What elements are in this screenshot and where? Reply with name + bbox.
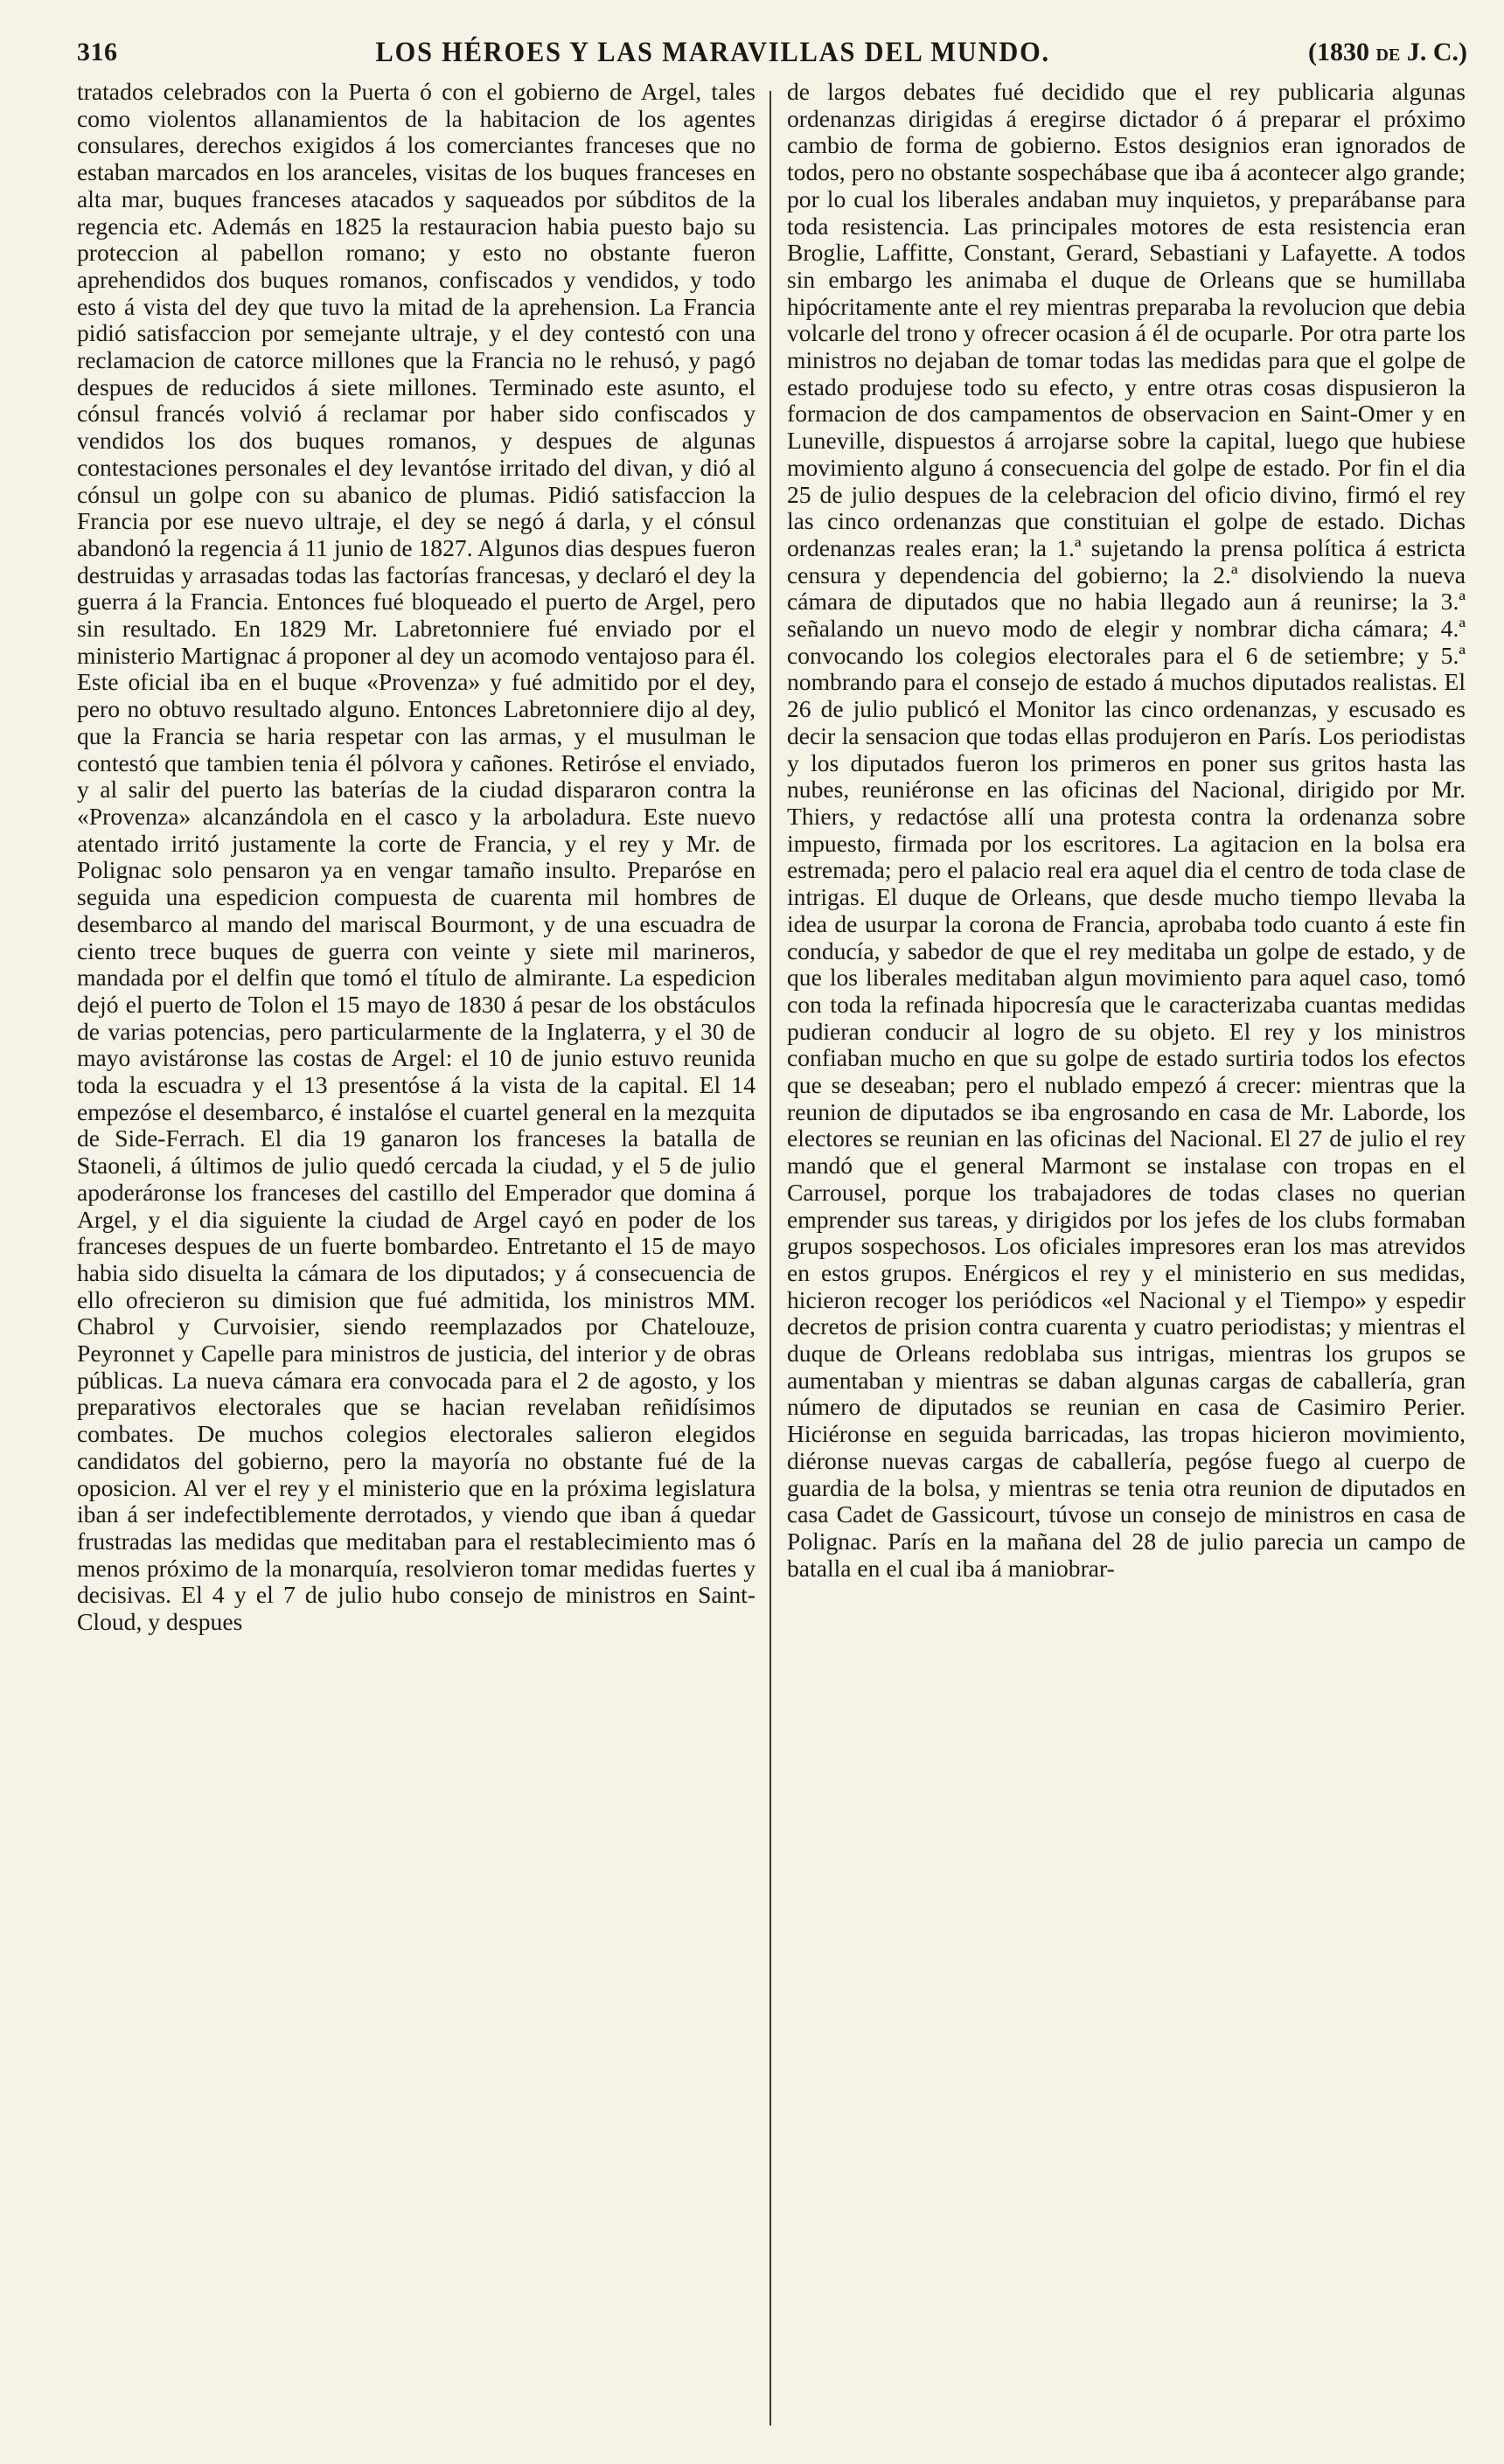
year-mark bbox=[1308, 38, 1467, 67]
text-column-right bbox=[787, 79, 1466, 2440]
year-era: J. C.) bbox=[1406, 38, 1467, 66]
page-number: 316 bbox=[77, 38, 118, 66]
left-column-text: tratados celebrados con la Puerta ó con el gobierno de Argel, tales como violentos allanamientos de la habitacion de los agentes consulares, derechos exigidos á los comerciantes franceses que no estaban marcados en los aranceles, visitas de los buques franceses en alta mar, buques franceses atacados y saqueados por súbditos de la regencia etc. Además en 1825 la restauracion habia puesto bajo su proteccion al pabellon romano; y esto no obstante fueron aprehendidos dos buques romanos, confiscados y vendidos, y todo esto á vista del dey que tuvo la mitad de la aprehension. La Francia pidió satisfaccion por semejante ultraje, y el dey contestó con una reclamacion de catorce millones que la Francia no le rehusó, y pagó despues de reducidos á siete millones. Terminado este asunto, el cónsul francés volvió á reclamar por haber sido confiscados y vendidos los dos buques romanos, y despues de algunas contestaciones personales el dey levantóse irritado del divan, y dió al cónsul un golpe con su abanico de plumas. Pidió satisfaccion la Francia por ese nuevo ultraje, el dey se negó á darla, y el cónsul abandonó la regencia á 11 junio de 1827. Algunos dias despues fueron destruidas y arrasadas todas las factorías francesas, y declaró el dey la guerra á la Francia. Entonces fué bloqueado el puerto de Argel, pero sin resultado. En 1829 Mr. Labretonniere fué enviado por el ministerio Martignac á proponer al dey un acomodo ventajoso para él. Este oficial iba en el buque «Provenza» y fué admitido por el dey, pero no obtuvo resultado alguno. Entonces Labretonniere dijo al dey, que la Francia se haria respetar con las armas, y el musulman le contestó que tambien tenia él pólvora y cañones. Retiróse el enviado, y al salir del puerto las baterías de la ciudad dispararon contra la «Provenza» alcanzándola en el casco y la arboladura. Este nuevo atentado irritó justamente la corte de Francia, y el rey y Mr. de Polignac solo pensaron ya en vengar tamaño insulto. Preparóse en seguida una espedicion compuesta de cuarenta mil hombres de desembarco al mando del mariscal Bourmont, y de una escuadra de ciento trece buques de guerra con veinte y siete mil marineros, mandada por el delfin que tomó el título de almirante. La espedicion dejó el puerto de Tolon el 15 mayo de 1830 á pesar de los obstáculos de varias potencias, pero particularmente de la Inglaterra, y el 30 de mayo avistáronse las costas de Argel: el 10 de junio estuvo reunida toda la escuadra y el 13 presentóse á la vista de la capital. El 14 empezóse el desembarco, é instalóse el cuartel general en la mezquita de Side-Ferrach. El dia 19 ganaron los franceses la batalla de Staoneli, á últimos de julio quedó cercada la ciudad, y el 5 de julio apoderáronse los franceses del castillo del Emperador que domina á Argel, y el dia siguiente la ciudad de Argel cayó en poder de los franceses despues de un fuerte bombardeo. Entretanto el 15 de mayo habia sido disuelta la cámara de los diputados; y á consecuencia de ello ofrecieron su dimision que fué admitida, los ministros MM. Chabrol y Curvoisier, siendo reemplazados por Chatelouze, Peyronnet y Capelle para ministros de justicia, del interior y de obras públicas. La nueva cámara era convocada para el 2 de agosto, y los preparativos electorales que se hacian revelaban reñidísimos combates. De muchos colegios electorales salieron elegidos candidatos del gobierno, pero la mayoría no obstante fué de la oposicion. Al ver el rey y el ministerio que en la próxima legislatura iban á ser indefectiblemente derrotados, y viendo que iban á quedar frustradas las medidas que meditaban para el restablecimiento mas ó menos próximo de la monarquía, resolvieron tomar medidas fuertes y decisivas. El 4 y el 7 de julio hubo consejo de ministros en Saint-Cloud, y despues bbox=[77, 79, 755, 1636]
text-column-left bbox=[77, 79, 755, 2440]
year-open: (1830 bbox=[1308, 38, 1370, 66]
running-header bbox=[77, 26, 1467, 79]
right-column-text: de largos debates fué decidido que el rey publicaria algunas ordenanzas dirigidas á eregirse dictador ó á preparar el próximo cambio de forma de gobierno. Estos designios eran ignorados de todos, pero no obstante sospechábase que iba á acontecer algo grande; por lo cual los liberales andaban muy inquietos, y preparábanse para toda resistencia. Las principales motores de esta resistencia eran Broglie, Laffitte, Constant, Gerard, Sebastiani y Lafayette. A todos sin embargo les animaba el duque de Orleans que se humillaba hipócritamente ante el rey mientras preparaba la revolucion que debia volcarle del trono y ofrecer ocasion á él de ocuparle. Por otra parte los ministros no dejaban de tomar todas las medidas para que el golpe de estado produjese todo su efecto, y entre otras cosas dispusieron la formacion de dos campamentos de observacion en Saint-Omer y en Luneville, dispuestos á arrojarse sobre la capital, luego que hubiese movimiento alguno á consecuencia del golpe de estado. Por fin el dia 25 de julio despues de la celebracion del oficio divino, firmó el rey las cinco ordenanzas que constituian el golpe de estado. Dichas ordenanzas reales eran; la 1.ª sujetando la prensa política á estricta censura y dependencia del gobierno; la 2.ª disolviendo la nueva cámara de diputados que no habia llegado aun á reunirse; la 3.ª señalando un nuevo modo de elegir y nombrar dicha cámara; 4.ª convocando los colegios electorales para el 6 de setiembre; y 5.ª nombrando para el consejo de estado á muchos diputados realistas. El 26 de julio publicó el Monitor las cinco ordenanzas, y escusado es decir la sensacion que todas ellas produjeron en París. Los periodistas y los diputados fueron los primeros en poner sus gritos hasta las nubes, reuniéronse en las oficinas del Nacional, dirigido por Mr. Thiers, y redactóse allí una protesta contra la ordenanza sobre impuesto, firmada por los escritores. La agitacion en la bolsa era estremada; pero el palacio real era aquel dia el centro de toda clase de intrigas. El duque de Orleans, que desde mucho tiempo llevaba la idea de usurpar la corona de Francia, aprobaba todo cuanto á este fin conducía, y sabedor de que el rey meditaba un golpe de estado, y de que los liberales meditaban algun movimiento para aquel caso, tomó con toda la refinada hipocresía que le caracterizaba cuantas medidas pudieran conducir al logro de su objeto. El rey y los ministros confiaban mucho en que su golpe de estado surtiria todos los efectos que se deseaban; pero el nublado empezó á crecer: mientras que la reunion de diputados se iba engrosando en casa de Mr. Laborde, los electores se reunian en las oficinas del Nacional. El 27 de julio el rey mandó que el general Marmont se instalase con tropas en el Carrousel, porque los trabajadores de todas clases no querian emprender sus tareas, y dirigidos por los jefes de los clubs formaban grupos sospechosos. Los oficiales impresores eran los mas atrevidos en estos grupos. Enérgicos el rey y el ministerio en sus medidas, hicieron recoger los periódicos «el Nacional y el Tiempo» y espedir decretos de prision contra cuarenta y cuatro periodistas; y mientras el duque de Orleans redoblaba sus intrigas, mientras los grupos se aumentaban y mientras se daban algunas cargas de caballería, gran número de diputados se reunian en casa de Casimiro Perier. Hiciéronse en seguida barricadas, las tropas hicieron movimiento, diéronse nuevas cargas de caballería, pegóse fuego al cuerpo de guardia de la bolsa, y mientras se tenia otra reunion de diputados en casa Cadet de Gassicourt, túvose un consejo de ministros en casa de Polignac. París en la mañana del 28 de julio parecia un campo de batalla en el cual iba á maniobrar- bbox=[787, 79, 1466, 1582]
column-divider bbox=[769, 91, 771, 2426]
year-de: DE bbox=[1375, 45, 1401, 65]
running-title: LOS HÉROES Y LAS MARAVILLAS DEL MUNDO. bbox=[375, 36, 1050, 68]
